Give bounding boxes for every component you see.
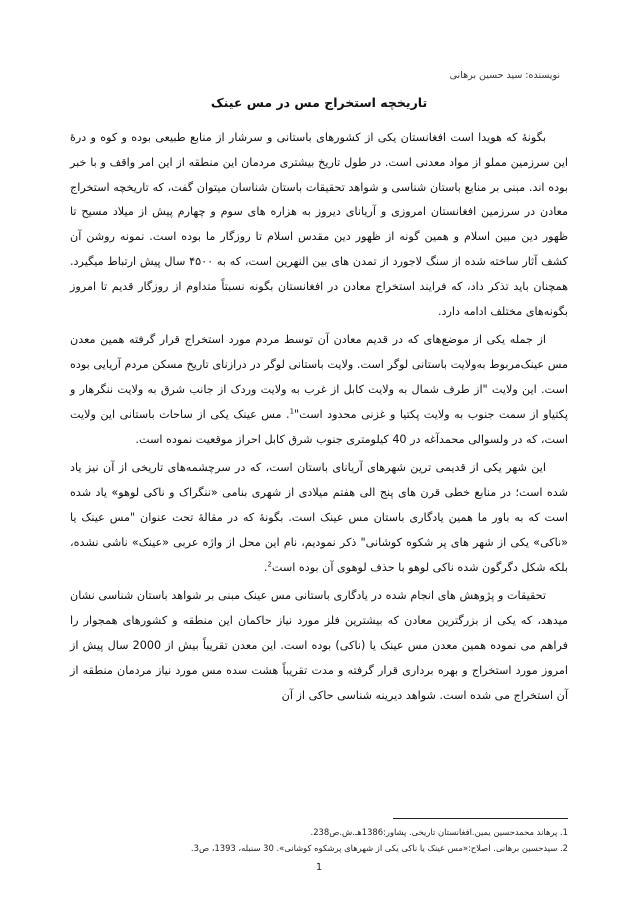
paragraph-4 xyxy=(70,584,568,708)
document-title: تاریخچه استخراج مس در مس عینک xyxy=(210,95,428,110)
footnote-ref-1[interactable]: 1 xyxy=(289,407,295,416)
paragraph-3-tail: . xyxy=(263,560,268,574)
footnote-1: 1. پرهاند محمدحسین یمین.افغانستان تاریخی. پشاور:1386هـ.ش.ص238. xyxy=(310,827,568,837)
footnotes xyxy=(70,824,568,856)
paragraph-1 xyxy=(70,126,568,324)
footnote-2: 2. سیدحسین برهانی. اصلاح:«مس عینک یا ناکی یکی از شهرهای پرشکوه کوشانی». 30 سنبله، 1393، ص3. xyxy=(190,843,568,853)
paragraph-2-text: از جمله یکی از موضع‌های که در قدیم معادن آن توسط مردم مورد استخراج قرار گرفته همین معدن مس عینک‌مربوط به‌ولایت باستانی لوگر است. ولایت باستانی لوگر در درازنای تاریخ مسکن مردم آریایی بوده است. این ولایت "از طرف شمال به ولایت کابل از غرب به ولایت وردک از جانب شرق به ولایت ننگرهار و پکتیاو از سمت جنوب به ولایت پکتیا و غزنی محدود است" xyxy=(70,333,568,421)
page-number: 1 xyxy=(315,862,323,873)
footnote-ref-2[interactable]: 2 xyxy=(267,559,272,568)
footnote-divider xyxy=(393,818,568,819)
author-line: نویسنده: سید حسین برهانی xyxy=(449,70,560,81)
paragraph-4-text: تحقیقات و پژوهش های انجام شده در یادگاری باستانی مس عینک مبنی بر شواهد باستان شناسی نشان میدهد، که یکی از بزرگترین معادن که بیشترین فلز مورد نیاز حاکمان این منطقه و کشورهای همجوار را فراهم می نموده همین معدن مس عینک یا (ناکی) بوده است. این معدن تقریباً بیش از 2000 سال پیش از امروز مورد استخراج و بهره برداری قرار گرفته و مدت تقریباً هشت سده مس مورد نیاز مردمان منطقه از آن استخراج می شده است. شواهد دیرینه شناسی حاکی از آن xyxy=(70,589,569,702)
paragraph-2-tail: . مس عینک یکی از ساحات باستانی این ولایت است، که در ولسوالی محمدآغه در 40 کیلومتری جنوب شرق کابل احراز موقعیت نموده است. xyxy=(70,407,568,446)
paragraph-1-text: بگونهٔ که هویدا است افغانستان یکی از کشورهای باستانی و سرشار از منابع طبیعی بوده و کوه و درهٔ این سرزمین مملو از مواد معدنی است. در طول تاریخ بیشتری مردمان این منطقه از این امر واقف و با خبر بوده اند. مبنی بر منابع باستان شناسی و شواهد تحقیقات باستان شناسان میتوان گفت، که تاریخچه استخراج معادن در سرزمین افغانستان امروزی و آریانای دیروز به هزاره های سوم و چهارم پیش از میلاد مسیح تا ظهور دین مبین اسلام و همین گونه از ظهور دین مقدس اسلام تا روزگار ما بوده است. نمونه روشن آن کشف آثار ساخته شده از سنگ لاجورد از تمدن های بین النهرین است، که به ۴۵۰۰ سال پیش ارتباط میگیرد. همچنان باید تذکر داد، که فرایند استخراج معادن در افغانستان بگونه نسبتاً متداوم از روزگار قدیم تا امروز بگونه‌های مختلف ادامه دارد. xyxy=(70,131,568,318)
paragraph-2 xyxy=(70,328,568,452)
paragraph-3-text: این شهر یکی از قدیمی ترین شهرهای آریانای باستان است، که در سرچشمه‌های تاریخی از آن نیز یاد شده است؛ در منابع خطی قرن های پنج الی هفتم میلادی از شهری بنامی «ننگراک و ناکی لوهو» یاد شده است که به باور ما همین یادگاری باستان مس عینک است. بگونهٔ که در مقالهٔ تحت عنوان "مس عینک یا «ناکی» یکی از شهر های پر شکوه کوشانی" ذکر نمودیم، نام این محل از واژه عربی «عینک» ناشی نشده، بلکه شکل دگرگون شده ناکی لوهو با حذف لوهوی آن بوده است xyxy=(70,461,568,574)
paragraph-3 xyxy=(70,456,568,580)
